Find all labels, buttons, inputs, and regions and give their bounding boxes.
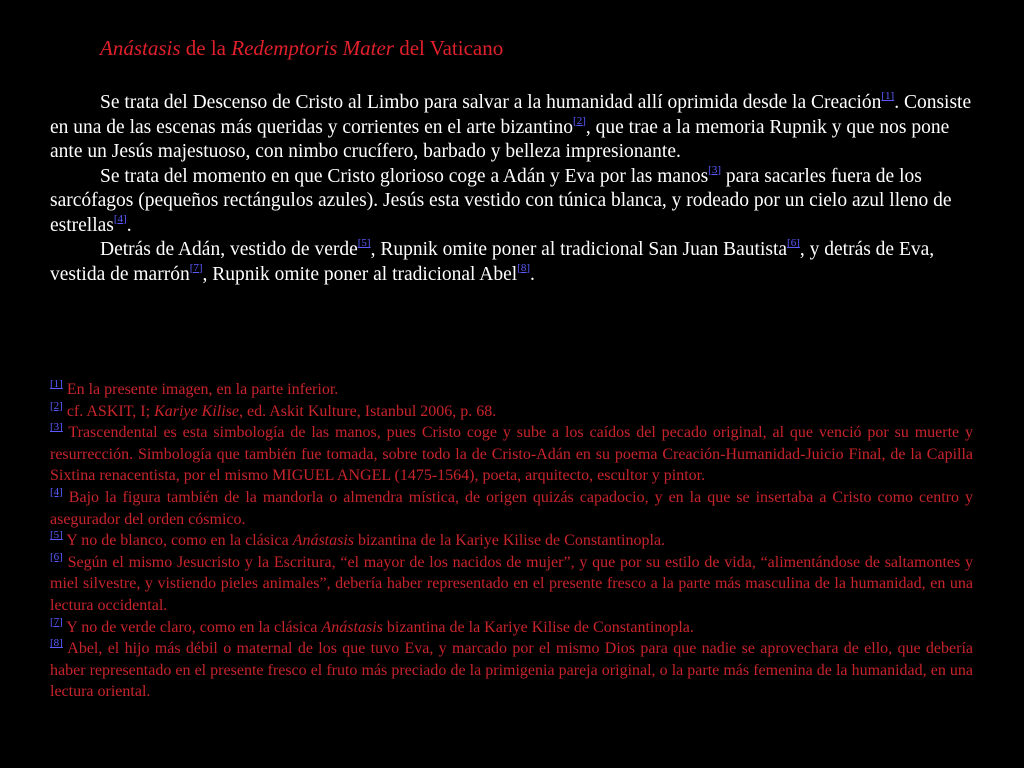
title-text-1: de la bbox=[180, 36, 232, 60]
slide-title bbox=[100, 36, 503, 60]
footnote-text: Y no de blanco, como en la clásica bbox=[62, 532, 293, 550]
paragraph-1 bbox=[50, 91, 982, 165]
footnote-text: , ed. Askit Kulture, Istanbul 2006, p. 68. bbox=[238, 402, 497, 420]
p1-text-1: Se trata del Descenso de Cristo al Limbo para salvar a la humanidad allí oprimida desde la Creación bbox=[100, 92, 882, 113]
footnote-text: Según el mismo Jesucristo y la Escritura, “el mayor de los nacidos de mujer”, y que por su estilo de vida, “alimentándose de saltamontes y miel silvestre, y vistiendo pieles animales”, debería haber representado en el presente fresco a la parte más masculina de la humanidad, en una lectura occidental. bbox=[50, 553, 973, 614]
footnote-marker-7[interactable]: [7] bbox=[50, 615, 63, 628]
footnote-text: Abel, el hijo más débil o maternal de los que tuvo Eva, y marcado por el mismo Dios para que nadie se aprovechara de ello, que debería haber representado en el presente fresco el fruto más preciado de la primigenia pareja original, o la parte más femenina de la humanidad, en una lectura oriental. bbox=[50, 640, 973, 701]
footnote-ref-1[interactable]: [1] bbox=[881, 90, 895, 102]
footnote-text: Y no de verde claro, como en la clásica bbox=[62, 618, 322, 636]
footnote-8 bbox=[50, 638, 973, 703]
p3-text-5: . bbox=[530, 263, 535, 285]
paragraph-2 bbox=[50, 165, 982, 239]
footnote-marker-5[interactable]: [5] bbox=[50, 529, 63, 542]
footnote-italic: Anástasis bbox=[292, 532, 355, 550]
footnote-ref-6[interactable]: [6] bbox=[787, 237, 800, 249]
footnote-text: En la presente imagen, en la parte inferior. bbox=[62, 381, 339, 398]
title-text-2: del Vaticano bbox=[393, 36, 504, 60]
p2-text-2: para sacarles fuera de los sarcófagos (pequeños rectángulos azules). Jesús esta vestido con túnica blanca, y rodeado por un cielo azul lleno de estrellas bbox=[50, 165, 952, 236]
footnote-2 bbox=[50, 401, 973, 423]
footnote-ref-3[interactable]: [3] bbox=[708, 163, 721, 176]
footnotes bbox=[50, 379, 973, 703]
p1-text-3: , que trae a la memoria Rupnik y que nos pone ante un Jesús majestuoso, con nimbo crucífero, barbado y belleza impresionante. bbox=[50, 116, 950, 162]
p3-text-1: Detrás de Adán, vestido de verde bbox=[100, 239, 358, 260]
p3-text-3: , y detrás de Eva, vestida de marrón bbox=[50, 239, 935, 285]
footnote-italic: Anástasis bbox=[321, 618, 383, 636]
footnote-6 bbox=[50, 552, 973, 617]
footnote-4 bbox=[50, 487, 973, 530]
p3-text-4: , Rupnik omite poner al tradicional Abel bbox=[202, 263, 518, 285]
footnote-text: bizantina de la Kariye Kilise de Constantinopla. bbox=[354, 532, 666, 550]
footnote-5 bbox=[50, 530, 973, 552]
footnote-ref-7[interactable]: [7] bbox=[189, 261, 203, 274]
footnote-ref-2[interactable]: [2] bbox=[573, 114, 586, 127]
footnote-text: Trascendental es esta simbología de las manos, pues Cristo coge y sube a los caídos del pecado original, al que venció por su muerte y resurrección. Simbología que también fue tomada, sobre todo la de Cristo-Adán en su poema Creación-Humanidad-Juicio Final, de la Capilla Sixtina renacentista, por el mismo MIGUEL ANGEL (1475-1564), poeta, arquitecto, escultor y pintor. bbox=[50, 424, 973, 485]
footnote-ref-8[interactable]: [8] bbox=[517, 261, 530, 274]
p2-text-3: . bbox=[126, 214, 132, 236]
footnote-text: bizantina de la Kariye Kilise de Constantinopla. bbox=[382, 618, 694, 636]
footnote-1 bbox=[50, 379, 973, 401]
p3-text-2: , Rupnik omite poner al tradicional San Juan Bautista bbox=[370, 239, 788, 260]
title-italic-redemptoris: Redemptoris Mater bbox=[231, 36, 394, 60]
footnote-ref-5[interactable]: [5] bbox=[357, 237, 371, 249]
footnote-marker-8[interactable]: [8] bbox=[50, 637, 63, 650]
p1-text-2: . Consiste en una de las escenas más queridas y corrientes en el arte bizantino bbox=[50, 92, 972, 138]
footnote-3 bbox=[50, 422, 973, 487]
p2-text-1: Se trata del momento en que Cristo glorioso coge a Adán y Eva por las manos bbox=[100, 165, 709, 187]
footnote-marker-6[interactable]: [6] bbox=[50, 550, 63, 563]
paragraph-3 bbox=[50, 238, 982, 287]
footnote-marker-3[interactable]: [3] bbox=[50, 421, 63, 434]
title-italic-anastasis: Anástasis bbox=[100, 36, 181, 60]
footnote-marker-4[interactable]: [4] bbox=[50, 485, 63, 498]
footnote-marker-2[interactable]: [2] bbox=[50, 399, 63, 412]
footnote-italic: Kariye Kilise bbox=[154, 402, 239, 420]
footnote-text: Bajo la figura también de la mandorla o almendra mística, de origen quizás capadocio, y en la que se insertaba a Cristo como centro y asegurador del orden cósmico. bbox=[50, 488, 973, 528]
footnote-marker-1[interactable]: [1] bbox=[50, 378, 63, 390]
body-text bbox=[50, 91, 982, 287]
footnote-7 bbox=[50, 617, 973, 639]
footnote-ref-4[interactable]: [4] bbox=[113, 212, 127, 225]
footnote-text: cf. ASKIT, I; bbox=[62, 402, 155, 420]
